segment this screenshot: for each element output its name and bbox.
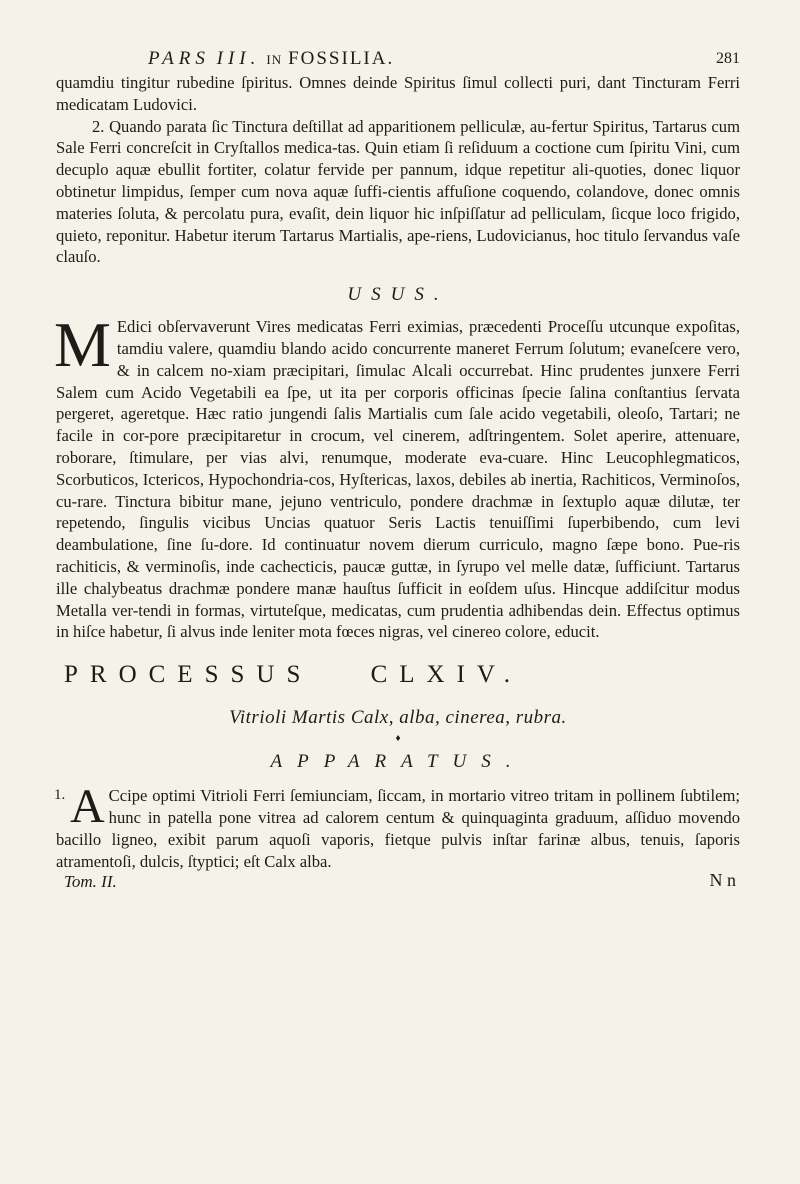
usus-dropcap: M xyxy=(54,309,111,381)
processus-subtitle: Vitrioli Martis Calx, alba, cinerea, rubra. xyxy=(229,707,567,729)
part-label: PARS xyxy=(148,48,210,69)
volume-label: Tom. II. xyxy=(64,872,117,892)
paragraph-1: quamdiu tingitur rubedine ſpiritus. Omnes deinde Spiritus ſimul collecti puri, dant Tincturam Ferri medicatam Ludovici. xyxy=(56,73,740,114)
apparatus-text: Ccipe optimi Vitrioli Ferri ſemiunciam, ſiccam, in mortario vitreo tritam in pollinem ſubtilem; hunc in patella pone vitrea ad calorem centum & quinquaginta graduum, aſſiduo movendo bacillo ligneo, exibit parum aquoſi vaporis, fietque pulvis inſtar farinæ albus, tenuis, ſaporis atramentoſi, dulcis, ſtyptici; eſt Calx alba. xyxy=(56,786,740,871)
part-number: III. xyxy=(216,48,261,69)
usus-heading: USUS. xyxy=(347,284,449,306)
usus-paragraph xyxy=(54,309,740,643)
page-footer xyxy=(56,872,740,896)
section-label: FOSSILIA. xyxy=(288,48,395,69)
signature-mark: N n xyxy=(709,870,736,891)
processus-heading: PROCESSUS CLXIV. xyxy=(64,661,523,689)
ornament-diamond: ♦ xyxy=(395,733,401,745)
apparatus-dropcap: A xyxy=(70,780,105,834)
running-head xyxy=(56,42,740,72)
page-number: 281 xyxy=(716,50,740,67)
apparatus-paragraph xyxy=(54,780,740,872)
running-head-title xyxy=(148,48,394,70)
usus-text: Edici obſervaverunt Vires medicatas Ferri eximias, præcedenti Proceſſu utcunque expoſitas, tamdiu valere, quamdiu blando acido concurrente maneret Ferrum ſolutum; evaneſcere vero, & in calcem no-xiam præcipitari, ſimulac Alcali occurrebat. Hinc prudentes junxere Ferri Salem cum Acido Vegetabili ea ſpe, ut ita per corporis officinas ſpecie ſalina conſtantius ſervata pergeret, ageretque. Hæc ratio jungendi ſalis Martialis cum ſale acido vegetabili, oleoſo, Tartari; ne facile in cor-pore præcipitaretur in crocum, vel cinerem, adſtringentem. Solet aperire, attenuare, roborare, ſtimulare, per vias alvi, renumque, moderate eva-cuare. Hinc Leucophlegmaticos, Scorbuticos, Ictericos, Hypochondria-cos, Hyſtericas, laxos, debiles ab inertia, Rachiticos, Verminoſos, cu-rare. Tinctura bibitur mane, jejuno ventriculo, pondere drachmæ in ſextuplo aquæ dilutæ, ter repetendo, ſingulis vicibus Uncias quatuor Seris Lactis tenuiſſimi ſuperbibendo, cum levi deambulatione, ſine ſu-dore. Id continuatur novem dierum curriculo, magno ſæpe bono. Pue-ris rachiticis, & verminoſis, inde cachecticis, paucæ guttæ, in ſyrupo vel melle datæ, ſufficiunt. Tartarus ille chalybeatus drachmæ pondere manæ hauſtus ſufficit in eoſdem uſus. Hincque addiſcitur modus Metalla ver-tendi in formas, virtuteſque, medicatas, cum prudentia adhibendas dein. Effectus optimus in hiſce habetur, ſi alvus inde leniter mota fœces nigras, vel cinereo colore, educit. xyxy=(56,317,740,642)
apparatus-heading: APPARATUS. xyxy=(270,751,526,773)
paragraph-2: 2. Quando parata ſic Tinctura deſtillat ad apparitionem pelliculæ, au-fertur Spiritus, Tartarus cum Sale Ferri concreſcit in Cryſtallos medica-tas. Quin etiam ſi reſiduum a coctione cum ſpiritu Vini, cum decuplo aquæ ebullit fortiter, colatur fervide per pannum, idque repetitur ali-quoties, donec liquor obtinetur limpidus, ſemper cum nova aquæ ſuffi-cientis affuſione coquendo, colandove, donec omnis materies ſoluta, & percolatu pura, evaſit, dein liquor hic inſpiſſatur ad pelliculam, ſicque loco frigido, quieto, reponitur. Habetur iterum Tartarus Martialis, ape-riens, Ludovicianus, hoc titulo ſervandus vaſe clauſo. xyxy=(56,116,740,267)
in-label: IN xyxy=(266,52,283,67)
apparatus-number: 1. xyxy=(54,787,66,804)
